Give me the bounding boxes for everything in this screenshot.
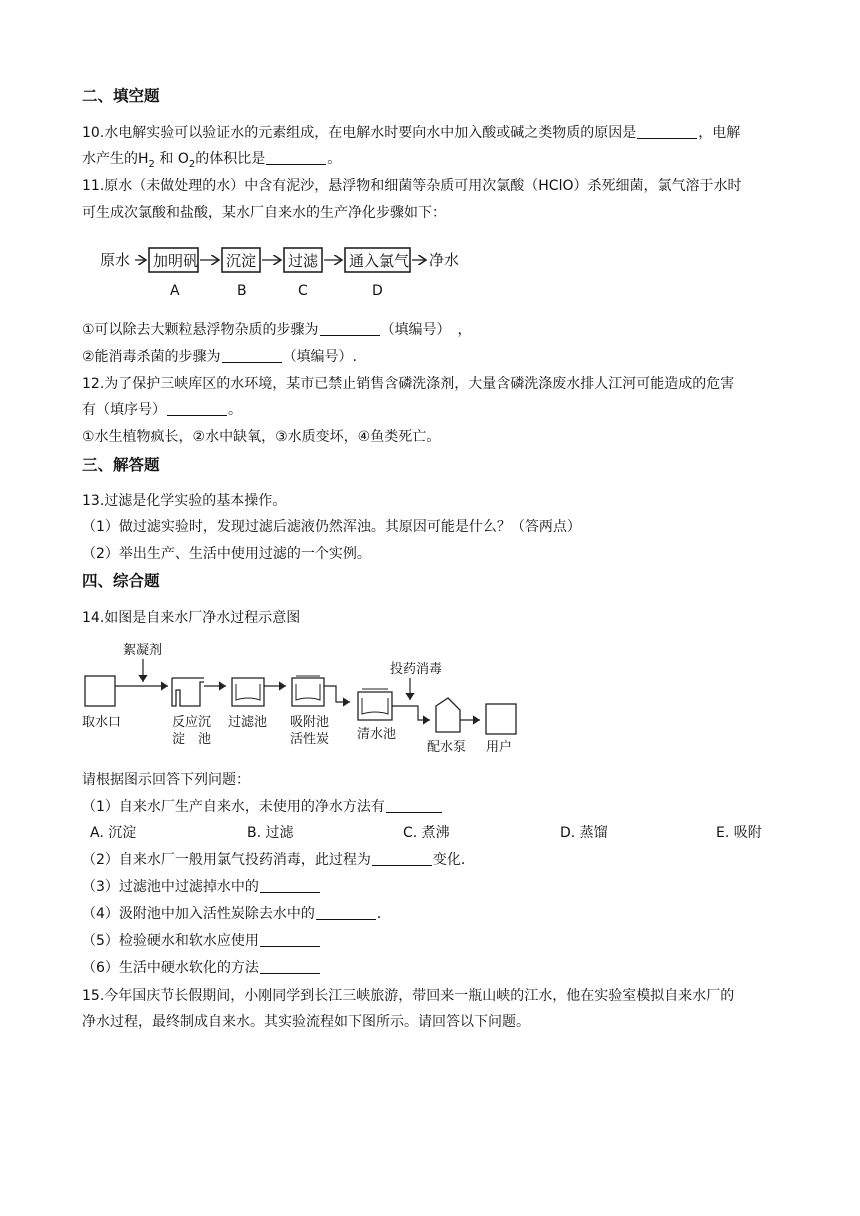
q14-line1: 14.如图是自来水厂净水过程示意图	[82, 610, 301, 626]
flow-letter-b: B	[237, 283, 247, 299]
flow-step-c: 过滤	[288, 252, 319, 270]
q14-waterworks-diagram	[80, 640, 530, 760]
q10-blank2[interactable]	[266, 150, 326, 165]
flow-letter-c: C	[298, 283, 308, 299]
option-d[interactable]: D. 蒸馏	[560, 825, 608, 841]
q10-line2: 水产生的$H_2$ 和 $O_2$的体积比是 。	[82, 151, 342, 170]
flow-end-label: 净水	[429, 251, 460, 269]
q15-line1: 15.今年国庆节长假期间，小刚同学到长江三峡旅游，带回来一瓶山峡的江水，他在实验室模拟自来水厂的	[82, 988, 735, 1004]
q11-sub2: ②能消毒杀菌的步骤为 （填编号）.	[82, 349, 358, 365]
q10-line1: 10.水电解实验可以验证水的元素组成，在电解水时要向水中加入酸或碱之类物质的原因是 ，电解	[82, 125, 741, 141]
section-heading-fill-blank: 二、填空题	[82, 87, 160, 105]
adsorb-tank-shape	[292, 678, 324, 706]
option-b[interactable]: B. 过滤	[247, 825, 294, 841]
q12-blank[interactable]	[167, 401, 227, 416]
clear-tank-shape	[358, 692, 392, 720]
flow-letter-a: A	[170, 283, 180, 299]
q14-blank6[interactable]	[260, 959, 320, 974]
q14-sub2: （2）自来水厂一般用氯气投药消毒，此过程为 变化．	[82, 852, 475, 868]
q11-blank1[interactable]	[320, 321, 380, 336]
q14-sub3: （3）过滤池中过滤掉水中的	[82, 877, 321, 897]
flow-start-label: 原水	[100, 251, 131, 269]
reaction-label-1: 反应沉	[172, 715, 212, 730]
q12-line1: 12.为了保护三峡库区的水环境，某市已禁止销售含磷洗涤剂，大量含磷洗涤废水排人江河可能造成的危害	[82, 376, 735, 392]
flow-step-b: 沉淀	[226, 252, 257, 270]
user-box	[486, 704, 516, 734]
q14-blank5[interactable]	[260, 932, 320, 947]
pump-label: 配水泵	[427, 740, 467, 755]
q14-sub4: （4）汲附池中加入活性炭除去水中的 ．	[82, 906, 391, 922]
intake-label: 取水口	[82, 715, 122, 730]
reaction-label-2: 淀 池	[172, 732, 212, 747]
q13-line3: （2）举出生产、生活中使用过滤的一个实例。	[82, 546, 371, 562]
flow-step-a: 加明矾	[153, 252, 199, 270]
q11-line1: 11.原水（未做处理的水）中含有泥沙，悬浮物和细菌等杂质可用次氯酸（HClO）杀死细菌，氯气溶于水时	[82, 178, 742, 194]
q12-line2: 有（填序号） 。	[82, 402, 242, 418]
q14-blank2[interactable]	[372, 851, 432, 866]
q12-line3: ①水生植物疯长，②水中缺氧，③水质变坏，④鱼类死亡。	[82, 429, 441, 445]
intake-box	[85, 676, 115, 706]
adsorb-label-2: 活性炭	[290, 732, 330, 747]
user-label: 用户	[486, 740, 513, 755]
disinfect-label: 投药消毒	[390, 662, 443, 677]
q10-blank1[interactable]	[637, 124, 697, 139]
reaction-tank-shape	[172, 678, 204, 706]
q14-blank4[interactable]	[316, 905, 376, 920]
pump-shape	[436, 698, 460, 732]
filter-tank-shape	[232, 678, 264, 706]
option-a[interactable]: A. 沉淀	[90, 825, 137, 841]
q13-line2: （1）做过滤实验时，发现过滤后滤液仍然浑浊。其原因可能是什么？（答两点）	[82, 519, 581, 535]
q11-flow-diagram	[95, 243, 475, 301]
q11-line2: 可生成次氯酸和盐酸，某水厂自来水的生产净化步骤如下：	[82, 205, 446, 221]
q14-blank1[interactable]	[386, 798, 442, 813]
flocculant-label: 絮凝剂	[123, 643, 163, 658]
q13-line1: 13.过滤是化学实验的基本操作。	[82, 493, 287, 509]
q14-options-row	[0, 823, 860, 843]
q14-prompt: 请根据图示回答下列问题：	[82, 772, 250, 788]
flow-step-d: 通入氯气	[349, 252, 410, 270]
q11-blank2[interactable]	[222, 348, 282, 363]
section-heading-answer: 三、解答题	[82, 456, 160, 474]
q11-sub1: ①可以除去大颗粒悬浮物杂质的步骤为 （填编号） ，	[82, 322, 472, 338]
adsorb-label-1: 吸附池	[290, 715, 330, 730]
clear-label: 清水池	[357, 727, 397, 742]
q14-sub1: （1）自来水厂生产自来水，未使用的净水方法有	[82, 797, 443, 817]
q15-line2: 净水过程，最终制成自来水。其实验流程如下图所示。请回答以下问题。	[82, 1014, 530, 1030]
section-heading-comprehensive: 四、综合题	[82, 572, 160, 590]
q14-sub5: （5）检验硬水和软水应使用	[82, 931, 321, 951]
option-c[interactable]: C. 煮沸	[403, 825, 450, 841]
q14-sub6: （6）生活中硬水软化的方法	[82, 958, 321, 978]
q14-blank3[interactable]	[260, 878, 320, 893]
option-e[interactable]: E. 吸附	[716, 825, 762, 841]
flow-letter-d: D	[372, 283, 383, 299]
filter-label: 过滤池	[228, 715, 268, 730]
